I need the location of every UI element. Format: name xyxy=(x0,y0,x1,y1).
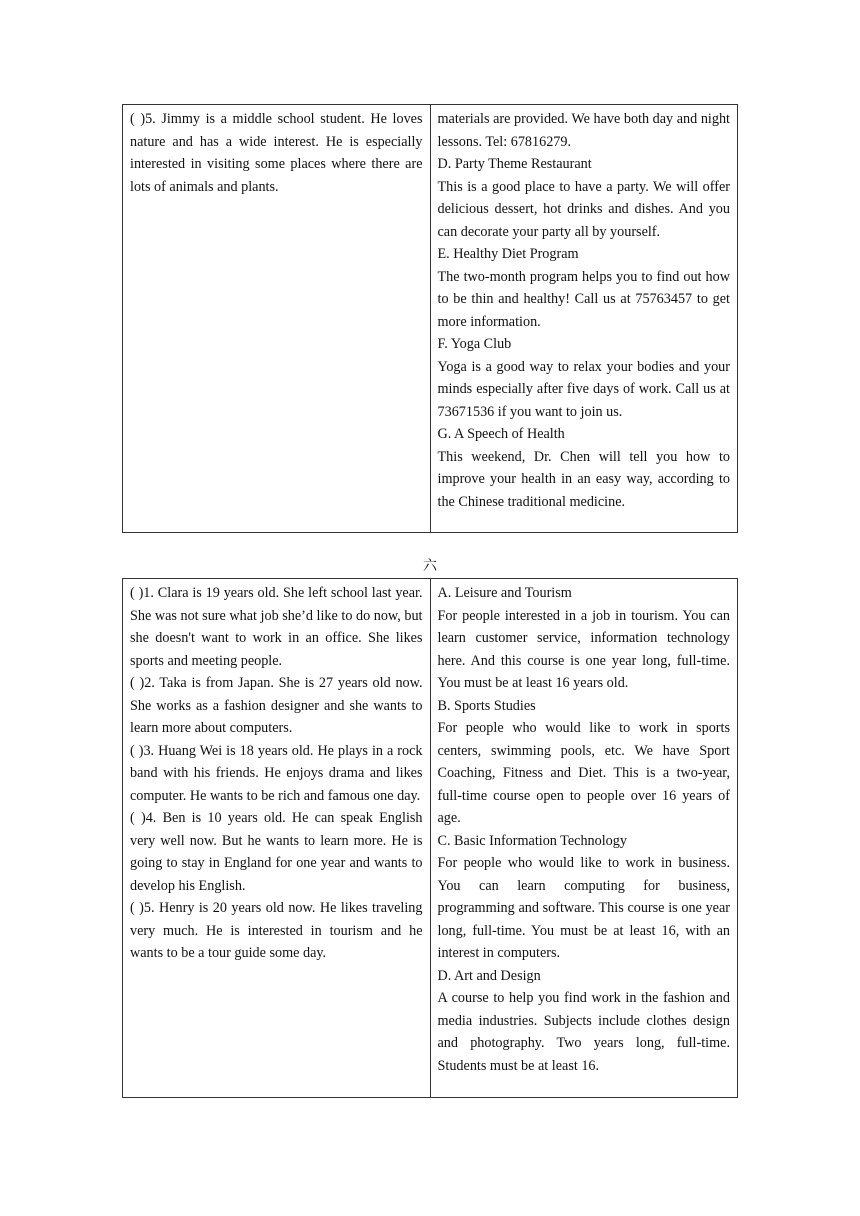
table2-left-column xyxy=(123,579,431,1098)
option-f-title: F. Yoga Club xyxy=(437,336,512,352)
option-a-title: A. Leisure and Tourism xyxy=(437,585,572,601)
option-d-title: D. Art and Design xyxy=(437,967,541,984)
option-d-text: A course to help you find work in the fashion and media industries. Subjects include clothes design and photography. Two years long, full-time. Students must be at least 16. xyxy=(437,990,730,1074)
option-f-text: Yoga is a good way to relax your bodies and your minds especially after five days of work. Call us at 73671536 if you want to join us. xyxy=(437,358,730,420)
question-1-clara: ( )1. Clara is 19 years old. She left school last year. She was not sure what job she’d like to do now, but she doesn't want to work in an office. She likes sports and meeting people. xyxy=(130,585,423,669)
option-d-title: D. Party Theme Restaurant xyxy=(437,156,592,172)
section-heading: 六 xyxy=(423,558,437,574)
option-e-title: E. Healthy Diet Program xyxy=(437,246,579,262)
table1-right-column xyxy=(430,105,738,533)
question-4-ben: ( )4. Ben is 10 years old. He can speak English very well now. But he wants to learn more. He is going to stay in England for one year and wants to develop his English. xyxy=(130,810,423,894)
option-b-text: For people who would like to work in sports centers, swimming pools, etc. We have Sport Coaching, Fitness and Diet. This is a two-year, full-time course open to people over 16 years of age. xyxy=(437,720,730,826)
question-2-taka: ( )2. Taka is from Japan. She is 27 years old now. She works as a fashion designer and she wants to learn more about computers. xyxy=(130,675,423,736)
option-d-text: This is a good place to have a party. We will offer delicious dessert, hot drinks and dishes. And you can decorate your party all by yourself. xyxy=(437,178,730,240)
option-a-text: For people interested in a job in tourism. You can learn customer service, information technology here. And this course is one year long, full-time. You must be at least 16 years old. xyxy=(437,607,730,691)
question-5-henry: ( )5. Henry is 20 years old now. He likes traveling very much. He is interested in tourism and he wants to be a tour guide some day. xyxy=(130,900,423,961)
matching-table-2 xyxy=(122,578,738,1098)
question-5-jimmy: ( )5. Jimmy is a middle school student. He loves nature and has a wide interest. He is especially interested in visiting some places where there are lots of animals and plants. xyxy=(130,111,423,195)
option-g-text: This weekend, Dr. Chen will tell you how to improve your health in an easy way, according to the Chinese traditional medicine. xyxy=(437,448,730,510)
question-3-huang-wei: ( )3. Huang Wei is 18 years old. He plays in a rock band with his friends. He enjoys drama and likes computer. He wants to be rich and famous one day. xyxy=(130,742,423,804)
option-g-title: G. A Speech of Health xyxy=(437,426,565,442)
option-c-text: For people who would like to work in business. You can learn computing for business, programming and software. This course is one year long, full-time. You must be at least 16, with an interest in computers. xyxy=(437,855,730,961)
option-e-text: The two-month program helps you to find out how to be thin and healthy! Call us at 75763457 to get more information. xyxy=(437,268,730,330)
matching-table-1 xyxy=(122,104,738,533)
option-b-title: B. Sports Studies xyxy=(437,697,536,714)
table1-left-column xyxy=(123,105,431,533)
table2-right-column xyxy=(430,579,738,1098)
option-c-title: C. Basic Information Technology xyxy=(437,832,627,849)
option-c-continued: materials are provided. We have both day and night lessons. Tel: 67816279. xyxy=(437,111,730,150)
